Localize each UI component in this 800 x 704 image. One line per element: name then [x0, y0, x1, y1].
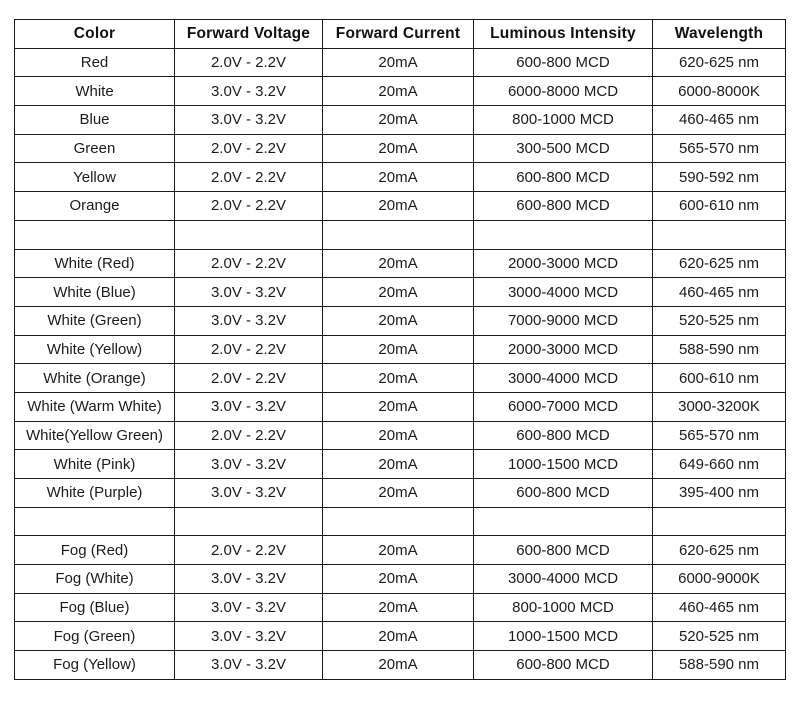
cell-luminous-intensity: 3000-4000 MCD	[474, 565, 653, 594]
table-row	[15, 335, 786, 364]
table-row	[15, 421, 786, 450]
cell-forward-current: 20mA	[323, 421, 474, 450]
table-row	[15, 134, 786, 163]
cell-forward-voltage: 3.0V - 3.2V	[175, 565, 323, 594]
table-row	[15, 364, 786, 393]
cell-color: White (Pink)	[15, 450, 175, 479]
cell-forward-voltage: 2.0V - 2.2V	[175, 364, 323, 393]
table-row	[15, 593, 786, 622]
cell-forward-current: 20mA	[323, 565, 474, 594]
cell-color: White	[15, 77, 175, 106]
header-forward-current: Forward Current	[323, 20, 474, 49]
cell-forward-voltage: 2.0V - 2.2V	[175, 192, 323, 221]
table-row	[15, 249, 786, 278]
table-row	[15, 163, 786, 192]
cell-luminous-intensity: 600-800 MCD	[474, 536, 653, 565]
cell-forward-current: 20mA	[323, 593, 474, 622]
cell-forward-current: 20mA	[323, 536, 474, 565]
cell-forward-voltage: 3.0V - 3.2V	[175, 77, 323, 106]
cell-wavelength: 460-465 nm	[653, 593, 786, 622]
cell-forward-current: 20mA	[323, 622, 474, 651]
cell-wavelength: 3000-3200K	[653, 392, 786, 421]
cell-color: White(Yellow Green)	[15, 421, 175, 450]
cell-wavelength: 590-592 nm	[653, 163, 786, 192]
table-row	[15, 450, 786, 479]
cell-luminous-intensity: 600-800 MCD	[474, 192, 653, 221]
cell-forward-current: 20mA	[323, 77, 474, 106]
cell-forward-voltage: 3.0V - 3.2V	[175, 479, 323, 508]
cell-wavelength: 620-625 nm	[653, 249, 786, 278]
cell-forward-current	[323, 220, 474, 249]
cell-wavelength: 6000-9000K	[653, 565, 786, 594]
table-row	[15, 106, 786, 135]
cell-luminous-intensity: 600-800 MCD	[474, 421, 653, 450]
table-row	[15, 48, 786, 77]
spacer-row	[15, 220, 786, 249]
cell-wavelength	[653, 220, 786, 249]
cell-forward-voltage: 3.0V - 3.2V	[175, 392, 323, 421]
cell-wavelength: 620-625 nm	[653, 48, 786, 77]
header-row	[15, 20, 786, 49]
cell-forward-voltage: 2.0V - 2.2V	[175, 421, 323, 450]
table-row	[15, 651, 786, 680]
cell-forward-voltage: 2.0V - 2.2V	[175, 134, 323, 163]
cell-luminous-intensity: 3000-4000 MCD	[474, 278, 653, 307]
cell-wavelength: 460-465 nm	[653, 106, 786, 135]
cell-forward-current: 20mA	[323, 48, 474, 77]
cell-wavelength: 649-660 nm	[653, 450, 786, 479]
cell-forward-voltage: 3.0V - 3.2V	[175, 278, 323, 307]
table-body	[15, 48, 786, 679]
cell-color: Yellow	[15, 163, 175, 192]
cell-color: White (Purple)	[15, 479, 175, 508]
cell-color: White (Warm White)	[15, 392, 175, 421]
table-row	[15, 392, 786, 421]
spacer-row	[15, 507, 786, 536]
cell-forward-current: 20mA	[323, 651, 474, 680]
cell-wavelength: 520-525 nm	[653, 306, 786, 335]
cell-forward-voltage: 2.0V - 2.2V	[175, 163, 323, 192]
cell-color	[15, 220, 175, 249]
table-row	[15, 479, 786, 508]
cell-forward-current: 20mA	[323, 249, 474, 278]
cell-forward-voltage: 3.0V - 3.2V	[175, 651, 323, 680]
cell-forward-voltage	[175, 507, 323, 536]
cell-luminous-intensity: 300-500 MCD	[474, 134, 653, 163]
header-wavelength: Wavelength	[653, 20, 786, 49]
cell-forward-current: 20mA	[323, 106, 474, 135]
header-color: Color	[15, 20, 175, 49]
cell-forward-current: 20mA	[323, 335, 474, 364]
cell-forward-voltage: 2.0V - 2.2V	[175, 536, 323, 565]
cell-wavelength: 588-590 nm	[653, 335, 786, 364]
cell-forward-current: 20mA	[323, 364, 474, 393]
cell-forward-voltage: 3.0V - 3.2V	[175, 622, 323, 651]
cell-luminous-intensity	[474, 507, 653, 536]
cell-forward-current: 20mA	[323, 192, 474, 221]
cell-color: White (Green)	[15, 306, 175, 335]
cell-forward-voltage: 2.0V - 2.2V	[175, 249, 323, 278]
cell-wavelength: 520-525 nm	[653, 622, 786, 651]
table-row	[15, 565, 786, 594]
cell-forward-voltage: 3.0V - 3.2V	[175, 306, 323, 335]
led-spec-table	[14, 19, 786, 680]
cell-forward-voltage: 2.0V - 2.2V	[175, 48, 323, 77]
cell-color: Fog (White)	[15, 565, 175, 594]
cell-color: Orange	[15, 192, 175, 221]
cell-wavelength: 460-465 nm	[653, 278, 786, 307]
cell-luminous-intensity: 6000-7000 MCD	[474, 392, 653, 421]
table-row	[15, 77, 786, 106]
cell-luminous-intensity: 3000-4000 MCD	[474, 364, 653, 393]
cell-wavelength: 588-590 nm	[653, 651, 786, 680]
cell-forward-voltage: 3.0V - 3.2V	[175, 450, 323, 479]
table-row	[15, 306, 786, 335]
cell-color: Fog (Yellow)	[15, 651, 175, 680]
cell-forward-voltage	[175, 220, 323, 249]
cell-color: White (Blue)	[15, 278, 175, 307]
cell-wavelength: 565-570 nm	[653, 134, 786, 163]
header-forward-voltage: Forward Voltage	[175, 20, 323, 49]
header-luminous-intensity: Luminous Intensity	[474, 20, 653, 49]
cell-luminous-intensity: 800-1000 MCD	[474, 593, 653, 622]
cell-color: White (Orange)	[15, 364, 175, 393]
cell-luminous-intensity: 600-800 MCD	[474, 48, 653, 77]
cell-wavelength: 565-570 nm	[653, 421, 786, 450]
cell-wavelength: 620-625 nm	[653, 536, 786, 565]
cell-luminous-intensity: 600-800 MCD	[474, 651, 653, 680]
cell-wavelength: 6000-8000K	[653, 77, 786, 106]
cell-luminous-intensity: 7000-9000 MCD	[474, 306, 653, 335]
table-row	[15, 192, 786, 221]
cell-forward-current: 20mA	[323, 450, 474, 479]
cell-forward-voltage: 3.0V - 3.2V	[175, 593, 323, 622]
table-row	[15, 622, 786, 651]
cell-luminous-intensity: 600-800 MCD	[474, 163, 653, 192]
cell-color: Blue	[15, 106, 175, 135]
cell-luminous-intensity: 1000-1500 MCD	[474, 450, 653, 479]
cell-luminous-intensity: 2000-3000 MCD	[474, 335, 653, 364]
cell-color: White (Red)	[15, 249, 175, 278]
cell-color: Fog (Blue)	[15, 593, 175, 622]
cell-forward-current: 20mA	[323, 278, 474, 307]
cell-luminous-intensity: 6000-8000 MCD	[474, 77, 653, 106]
cell-luminous-intensity: 600-800 MCD	[474, 479, 653, 508]
cell-color: White (Yellow)	[15, 335, 175, 364]
cell-wavelength	[653, 507, 786, 536]
table-row	[15, 278, 786, 307]
cell-color: Green	[15, 134, 175, 163]
cell-forward-voltage: 2.0V - 2.2V	[175, 335, 323, 364]
cell-luminous-intensity: 1000-1500 MCD	[474, 622, 653, 651]
table-row	[15, 536, 786, 565]
cell-wavelength: 600-610 nm	[653, 364, 786, 393]
cell-wavelength: 395-400 nm	[653, 479, 786, 508]
cell-forward-current: 20mA	[323, 163, 474, 192]
cell-color	[15, 507, 175, 536]
table-header	[15, 20, 786, 49]
cell-forward-current: 20mA	[323, 306, 474, 335]
cell-forward-current	[323, 507, 474, 536]
cell-luminous-intensity: 800-1000 MCD	[474, 106, 653, 135]
cell-luminous-intensity: 2000-3000 MCD	[474, 249, 653, 278]
cell-wavelength: 600-610 nm	[653, 192, 786, 221]
cell-luminous-intensity	[474, 220, 653, 249]
cell-forward-current: 20mA	[323, 479, 474, 508]
cell-forward-current: 20mA	[323, 392, 474, 421]
cell-forward-current: 20mA	[323, 134, 474, 163]
cell-forward-voltage: 3.0V - 3.2V	[175, 106, 323, 135]
cell-color: Red	[15, 48, 175, 77]
cell-color: Fog (Green)	[15, 622, 175, 651]
cell-color: Fog (Red)	[15, 536, 175, 565]
